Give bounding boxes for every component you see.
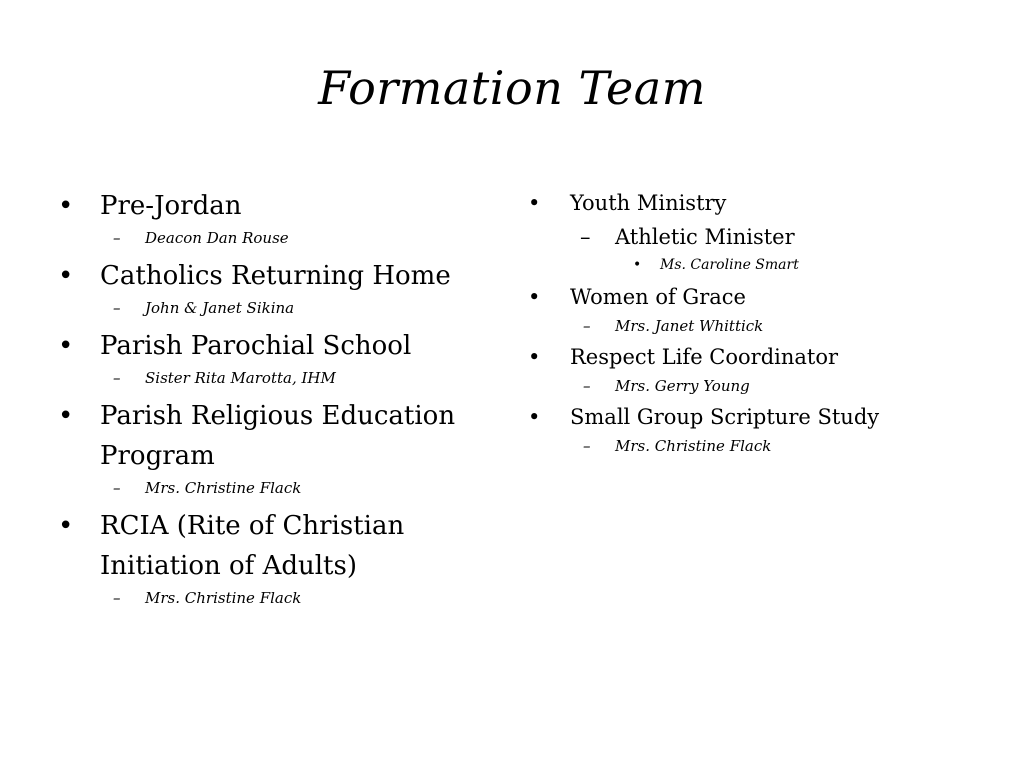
item-label: Small Group Scripture Study	[570, 405, 880, 429]
sub-item	[58, 366, 478, 390]
sub-item	[58, 226, 478, 250]
list-item	[58, 256, 478, 296]
bullet-icon: •	[58, 261, 74, 291]
list-item	[528, 400, 988, 434]
sub-item-label: John & Janet Sikina	[145, 299, 295, 317]
item-label: Youth Ministry	[570, 191, 727, 215]
dash-icon: –	[580, 225, 591, 249]
bullet-icon: •	[528, 345, 541, 369]
sub-item	[58, 586, 478, 610]
list-item	[528, 280, 988, 314]
sub-item	[528, 314, 988, 338]
dash-icon: –	[583, 437, 591, 455]
sub-item-label: Sister Rita Marotta, IHM	[145, 369, 336, 387]
dash-icon: –	[583, 377, 591, 395]
dash-icon: –	[583, 317, 591, 335]
sub-item-label: Deacon Dan Rouse	[145, 229, 289, 247]
item-label: Parish Religious Education Program	[100, 401, 456, 471]
left-column	[58, 186, 478, 616]
sub-item-label: Mrs. Gerry Young	[615, 377, 750, 395]
bullet-icon: •	[58, 331, 74, 361]
item-label: Respect Life Coordinator	[570, 345, 839, 369]
list-item	[528, 340, 988, 374]
bullet-icon: •	[58, 511, 74, 541]
sub-item	[528, 220, 988, 254]
sub-item-label: Mrs. Christine Flack	[145, 479, 302, 497]
bullet-icon: •	[528, 405, 541, 429]
sub-item-label: Mrs. Janet Whittick	[615, 317, 764, 335]
list-item	[58, 186, 478, 226]
dash-icon: –	[113, 479, 121, 497]
dash-icon: –	[113, 229, 121, 247]
dash-icon: –	[113, 299, 121, 317]
sub-sub-item	[528, 254, 988, 276]
right-column	[528, 186, 988, 460]
list-item	[58, 506, 478, 586]
bullet-icon: •	[58, 401, 74, 431]
bullet-icon: •	[58, 191, 74, 221]
item-label: Women of Grace	[570, 285, 746, 309]
dash-icon: –	[113, 369, 121, 387]
bullet-icon: •	[528, 191, 541, 215]
sub-item-label: Mrs. Christine Flack	[615, 437, 772, 455]
sub-item	[58, 296, 478, 320]
bullet-icon: •	[528, 285, 541, 309]
item-label: Catholics Returning Home	[100, 261, 451, 291]
sub-sub-item-label: Ms. Caroline Smart	[660, 257, 799, 273]
slide-title: Formation Team	[318, 61, 706, 115]
list-item	[58, 396, 478, 476]
item-label: Parish Parochial School	[100, 331, 412, 361]
item-label: RCIA (Rite of Christian Initiation of Adults)	[100, 511, 405, 581]
item-label: Pre-Jordan	[100, 191, 242, 221]
sub-item	[58, 476, 478, 500]
bullet-icon: •	[633, 257, 642, 273]
dash-icon: –	[113, 589, 121, 607]
sub-item-label: Athletic Minister	[615, 225, 795, 249]
sub-item	[528, 374, 988, 398]
list-item	[528, 186, 988, 220]
list-item	[58, 326, 478, 366]
sub-item	[528, 434, 988, 458]
sub-item-label: Mrs. Christine Flack	[145, 589, 302, 607]
